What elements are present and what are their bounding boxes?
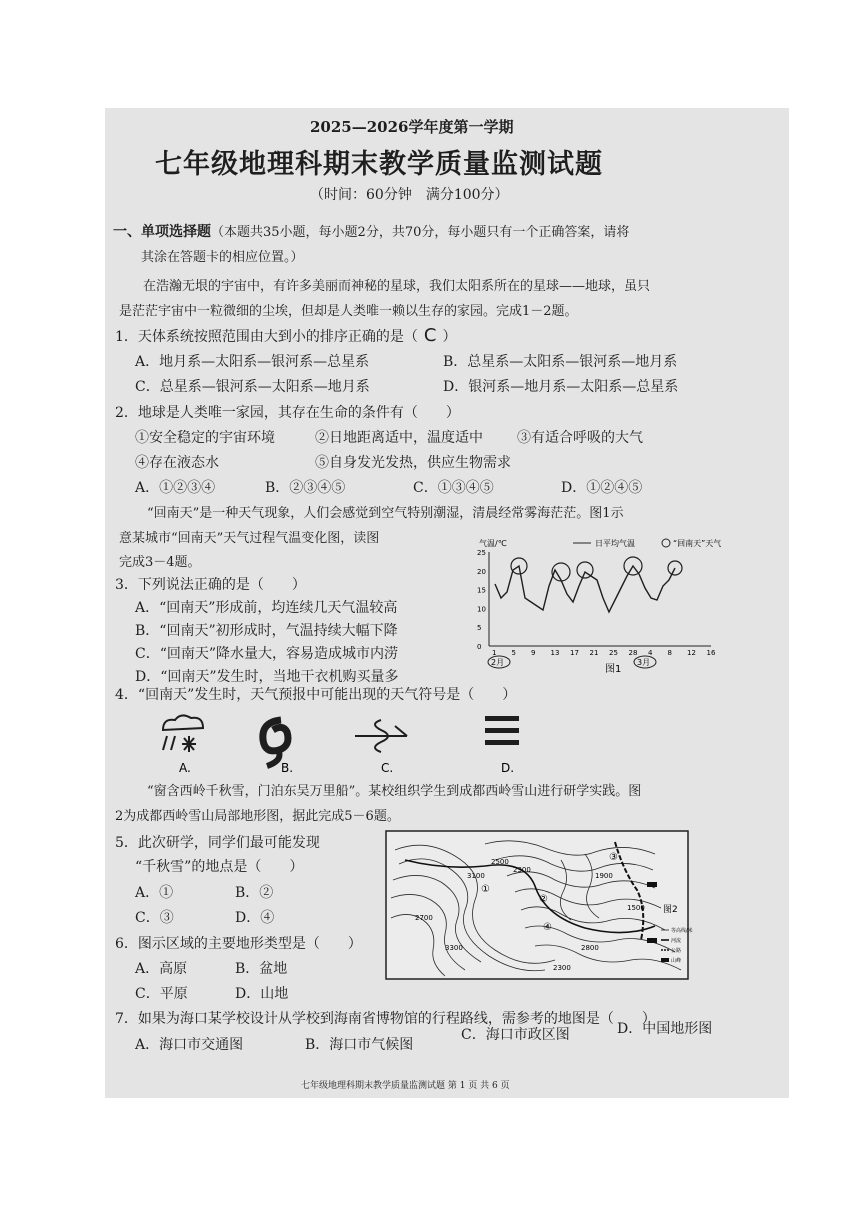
legend-peak: 山峰 — [671, 958, 682, 964]
month-mark-mar: 3月 — [637, 658, 651, 667]
wind-icon — [355, 720, 407, 752]
contour-label-2: 3100 — [467, 872, 485, 880]
question-5-option-c: C．③ — [135, 910, 174, 926]
figure-1-svg — [475, 536, 787, 674]
page-footer: 七年级地理科期末教学质量监测试题 第 1 页 共 6 页 — [301, 1081, 510, 1091]
question-6-option-d: D．山地 — [235, 986, 289, 1002]
contour-label-6: 3300 — [445, 944, 463, 952]
point-4: ④ — [543, 922, 552, 933]
question-6-stem: 6．图示区域的主要地形类型是（ ） — [115, 936, 362, 952]
contour-label-3: 2300 — [513, 866, 531, 874]
question-3-option-d: D．“回南天”发生时，当地干衣机购买量多 — [135, 669, 399, 685]
y-tick-label: 0 — [477, 643, 482, 651]
question-2-option-a: A．①②③④ — [135, 480, 216, 496]
page-title: 七年级地理科期末教学质量监测试题 — [155, 149, 603, 180]
x-tick-label: 28 — [628, 649, 638, 657]
x-tick-label: 16 — [706, 649, 716, 657]
question-2-option-b: B．②③④⑤ — [265, 480, 346, 496]
contour-label-7: 1500 — [627, 904, 645, 912]
passage-1-line-2: 是茫茫宇宙中一粒微细的尘埃，但却是人类唯一赖以生存的家园。完成1－2题。 — [119, 304, 578, 319]
question-2-option-d: D．①②④⑤ — [561, 480, 643, 496]
handwritten-answer: C — [423, 325, 437, 346]
question-2-condition-5: ⑤自身发光发热，供应生物需求 — [315, 455, 511, 471]
question-7-option-b: B．海口市气候图 — [305, 1037, 414, 1053]
question-7-stem: 7．如果为海口某学校设计从学校到海南省博物馆的行程路线，需参考的地图是（ ） — [115, 1011, 656, 1027]
question-7-option-a: A．海口市交通图 — [135, 1037, 244, 1053]
question-6-option-b: B．盆地 — [235, 961, 288, 977]
x-tick-label: 5 — [511, 649, 516, 657]
question-1-option-a: A．地月系—太阳系—银河系—总星系 — [135, 354, 370, 370]
question-6-option-a: A．高原 — [135, 961, 188, 977]
question-2-condition-1: ①安全稳定的宇宙环境 — [135, 430, 275, 446]
x-tick-label: 9 — [531, 649, 536, 657]
hui-nan-tian-marker-3 — [577, 562, 593, 578]
x-tick-label: 1 — [492, 649, 497, 657]
x-tick-label: 25 — [609, 649, 618, 657]
y-tick-label: 15 — [477, 586, 486, 595]
question-4-stem: 4．“回南天”发生时，天气预报中可能出现的天气符号是（ ） — [115, 687, 517, 703]
x-tick-label: 17 — [570, 649, 579, 657]
question-5-option-b: B．② — [235, 885, 274, 901]
fog-icon — [485, 716, 519, 745]
passage-2-line-1: “回南天”是一种天气现象，人们会感觉到空气特别潮湿，清晨经常雾海茫茫。图1示 — [147, 506, 624, 521]
question-2-condition-4: ④存在液态水 — [135, 455, 219, 471]
question-5-stem-2: “千秋雪”的地点是（ ） — [135, 859, 304, 875]
contour-label-1: 2500 — [491, 858, 509, 866]
question-3-option-a: A．“回南天”形成前，均连续几天气温较高 — [135, 600, 398, 616]
point-3: ③ — [609, 852, 618, 863]
question-1-option-b: B．总星系—太阳系—银河系—地月系 — [443, 354, 678, 370]
contour-label-5: 2700 — [415, 914, 433, 922]
legend-circle-swatch — [662, 539, 670, 547]
figure-1-temperature-chart — [475, 536, 787, 674]
figure-2-topographic-map — [385, 830, 693, 980]
question-1-stem — [115, 325, 456, 346]
legend-contour: 等高线/米 — [671, 928, 693, 934]
y-tick-label: 10 — [477, 605, 486, 614]
typhoon-icon — [263, 720, 288, 766]
question-3-option-b: B．“回南天”初形成时，气温持续大幅下降 — [135, 623, 398, 639]
figure-1-legend-line: 日平均气温 — [595, 539, 635, 548]
question-1-option-c: C．总星系—银河系—太阳系—地月系 — [135, 379, 370, 395]
figure-2-caption: 图2 — [663, 905, 678, 915]
question-6-option-c: C．平原 — [135, 986, 188, 1002]
term-heading: 2025—2026学年度第一学期 — [310, 118, 514, 136]
question-5-option-a: A．① — [135, 885, 174, 901]
time-score-note: （时间：60分钟 满分100分） — [310, 187, 509, 203]
section-instructions: （本题共35小题，每小题2分，共70分，每小题只有一个正确答案，请将 — [211, 225, 630, 240]
passage-1-line-1: 在浩瀚无垠的宇宙中，有许多美丽而神秘的星球，我们太阳系所在的星球——地球，虽只 — [143, 279, 651, 294]
figure-1-legend-circle: “回南天”天气 — [673, 539, 722, 548]
question-2-stem: 2．地球是人类唯一家园，其存在生命的条件有（ ） — [115, 405, 460, 421]
section-instructions-cont: 其涂在答题卡的相应位置。） — [141, 250, 304, 265]
y-tick-label: 5 — [477, 624, 482, 633]
legend-road: 公路 — [671, 948, 682, 954]
figure-1-caption: 图1 — [605, 664, 622, 675]
x-tick-label: 12 — [687, 649, 696, 657]
legend-river: 河流 — [671, 938, 682, 944]
option-c-label: C. — [381, 761, 394, 775]
contour-label-4: 1900 — [595, 872, 613, 880]
x-tick-label: 21 — [589, 649, 599, 657]
y-tick-label: 25 — [477, 549, 486, 557]
x-tick-label: 4 — [648, 649, 653, 657]
passage-2-line-2: 意某城市“回南天”天气过程气温变化图，读图 — [119, 531, 380, 546]
passage-3-line-2: 2为成都西岭雪山局部地形图，据此完成5－6题。 — [115, 809, 400, 824]
question-2-condition-2: ②日地距离适中，温度适中 — [315, 430, 483, 446]
figure-2-svg — [385, 830, 693, 980]
question-3-stem: 3．下列说法正确的是（ ） — [115, 577, 306, 593]
question-5-option-d: D．④ — [235, 910, 275, 926]
question-1-text: 1．天体系统按照范围由大到小的排序正确的是（ — [115, 329, 418, 345]
rain-snow-icon — [163, 715, 203, 752]
point-1: ① — [481, 884, 490, 895]
building-marker-1 — [647, 882, 657, 887]
question-1-option-d: D．银河系—地月系—太阳系—总星系 — [443, 379, 679, 395]
question-7-option-d: D．中国地形图 — [617, 1021, 713, 1037]
x-tick-label: 13 — [550, 649, 560, 657]
x-tick-labels — [492, 649, 716, 657]
question-1-close: ） — [442, 329, 457, 345]
building-marker-2 — [647, 938, 657, 943]
weather-symbol-options — [155, 710, 555, 776]
x-tick-label: 8 — [667, 649, 672, 657]
month-mark-feb: 2月 — [491, 658, 505, 667]
section-one — [113, 221, 629, 241]
question-3-option-c: C．“回南天”降水量大，容易造成城市内涝 — [135, 646, 399, 662]
contour-label-8: 2300 — [553, 964, 571, 972]
y-tick-labels — [477, 549, 486, 651]
contour-label-9: 2800 — [581, 944, 599, 952]
option-d-label: D. — [501, 761, 515, 775]
question-2-condition-3: ③有适合呼吸的大气 — [517, 430, 643, 446]
point-2: ② — [539, 894, 548, 905]
y-tick-label: 20 — [477, 567, 486, 576]
figure-1-ylabel: 气温/℃ — [479, 539, 507, 548]
section-heading: 一、单项选择题 — [113, 224, 211, 240]
question-5-stem-1: 5．此次研学，同学们最可能发现 — [115, 835, 320, 851]
option-a-label: A. — [179, 761, 191, 775]
option-b-label: B. — [281, 761, 294, 775]
passage-2-line-3: 完成3－4题。 — [119, 555, 201, 570]
exam-sheet — [105, 108, 789, 1098]
passage-3-line-1: “窗含西岭千秋雪，门泊东吴万里船”。某校组织学生到成都西岭雪山进行研学实践。图 — [147, 784, 642, 799]
question-7-option-c: C．海口市政区图 — [461, 1027, 570, 1043]
question-2-option-c: C．①③④⑤ — [413, 480, 494, 496]
